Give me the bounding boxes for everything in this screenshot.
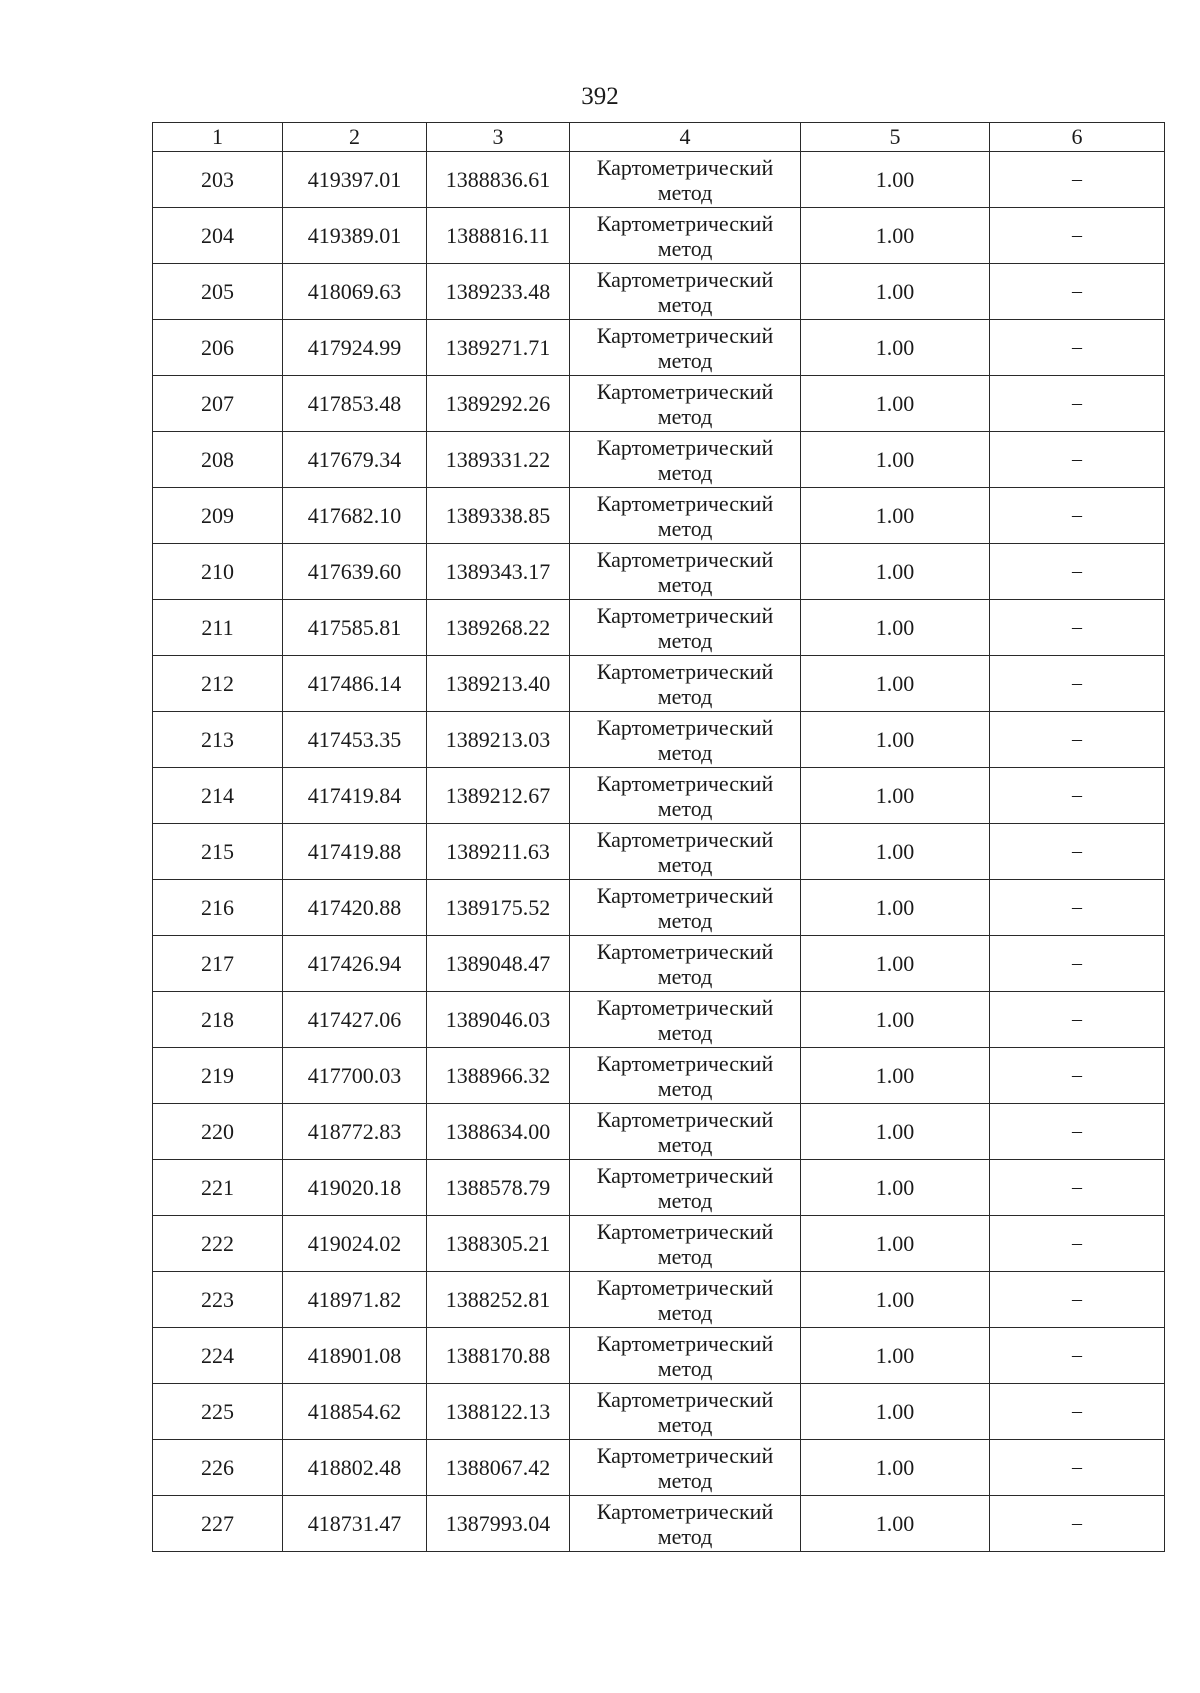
note-cell: –: [990, 152, 1165, 208]
x-coordinate-cell: 417700.03: [283, 1048, 427, 1104]
method-line-1: Картометрический: [596, 1330, 774, 1356]
method-line-1: Картометрический: [596, 1386, 774, 1412]
method-line-1: Картометрический: [596, 1106, 774, 1132]
note-cell: –: [990, 544, 1165, 600]
method-line-2: метод: [657, 795, 713, 821]
method-line-2: метод: [657, 179, 713, 205]
method-cell: [570, 600, 801, 656]
table-row: [153, 600, 1165, 656]
coordinates-table: [152, 122, 1165, 1552]
y-coordinate-cell: 1389046.03: [427, 992, 570, 1048]
accuracy-cell: 1.00: [801, 656, 990, 712]
x-coordinate-cell: 419389.01: [283, 208, 427, 264]
method-line-2: метод: [657, 1131, 713, 1157]
y-coordinate-cell: 1388966.32: [427, 1048, 570, 1104]
table-row: [153, 208, 1165, 264]
x-coordinate-cell: 418854.62: [283, 1384, 427, 1440]
y-coordinate-cell: 1388578.79: [427, 1160, 570, 1216]
method-line-2: метод: [657, 907, 713, 933]
column-header-1: 1: [153, 123, 283, 152]
y-coordinate-cell: 1389343.17: [427, 544, 570, 600]
method-line-2: метод: [657, 291, 713, 317]
y-coordinate-cell: 1389048.47: [427, 936, 570, 992]
method-line-2: метод: [657, 1243, 713, 1269]
method-cell: [570, 824, 801, 880]
point-number-cell: 225: [153, 1384, 283, 1440]
point-number-cell: 218: [153, 992, 283, 1048]
note-cell: –: [990, 208, 1165, 264]
table-row: [153, 768, 1165, 824]
method-line-2: метод: [657, 1523, 713, 1549]
point-number-cell: 223: [153, 1272, 283, 1328]
method-cell: [570, 768, 801, 824]
note-cell: –: [990, 880, 1165, 936]
method-cell: [570, 992, 801, 1048]
accuracy-cell: 1.00: [801, 1328, 990, 1384]
method-line-2: метод: [657, 963, 713, 989]
page-number: 392: [581, 83, 619, 110]
x-coordinate-cell: 418772.83: [283, 1104, 427, 1160]
table-row: [153, 880, 1165, 936]
accuracy-cell: 1.00: [801, 992, 990, 1048]
y-coordinate-cell: 1389271.71: [427, 320, 570, 376]
point-number-cell: 219: [153, 1048, 283, 1104]
method-cell: [570, 1216, 801, 1272]
table-row: [153, 1160, 1165, 1216]
x-coordinate-cell: 417682.10: [283, 488, 427, 544]
accuracy-cell: 1.00: [801, 1440, 990, 1496]
note-cell: –: [990, 432, 1165, 488]
x-coordinate-cell: 417426.94: [283, 936, 427, 992]
y-coordinate-cell: 1388816.11: [427, 208, 570, 264]
accuracy-cell: 1.00: [801, 1160, 990, 1216]
note-cell: –: [990, 1384, 1165, 1440]
method-line-1: Картометрический: [596, 1050, 774, 1076]
y-coordinate-cell: 1389292.26: [427, 376, 570, 432]
point-number-cell: 220: [153, 1104, 283, 1160]
method-line-2: метод: [657, 403, 713, 429]
point-number-cell: 222: [153, 1216, 283, 1272]
note-cell: –: [990, 992, 1165, 1048]
note-cell: –: [990, 600, 1165, 656]
method-cell: [570, 1048, 801, 1104]
y-coordinate-cell: 1389211.63: [427, 824, 570, 880]
method-line-2: метод: [657, 627, 713, 653]
table-row: [153, 488, 1165, 544]
x-coordinate-cell: 417419.88: [283, 824, 427, 880]
accuracy-cell: 1.00: [801, 432, 990, 488]
method-line-1: Картометрический: [596, 714, 774, 740]
table-row: [153, 152, 1165, 208]
method-line-1: Картометрический: [596, 770, 774, 796]
x-coordinate-cell: 418731.47: [283, 1496, 427, 1552]
method-line-1: Картометрический: [596, 1274, 774, 1300]
accuracy-cell: 1.00: [801, 488, 990, 544]
point-number-cell: 214: [153, 768, 283, 824]
accuracy-cell: 1.00: [801, 544, 990, 600]
point-number-cell: 209: [153, 488, 283, 544]
note-cell: –: [990, 768, 1165, 824]
table-row: [153, 1272, 1165, 1328]
x-coordinate-cell: 417639.60: [283, 544, 427, 600]
x-coordinate-cell: 417924.99: [283, 320, 427, 376]
accuracy-cell: 1.00: [801, 1272, 990, 1328]
method-cell: [570, 712, 801, 768]
y-coordinate-cell: 1389233.48: [427, 264, 570, 320]
accuracy-cell: 1.00: [801, 768, 990, 824]
table-row: [153, 1104, 1165, 1160]
method-line-1: Картометрический: [596, 210, 774, 236]
point-number-cell: 215: [153, 824, 283, 880]
point-number-cell: 203: [153, 152, 283, 208]
method-line-1: Картометрический: [596, 882, 774, 908]
y-coordinate-cell: 1388634.00: [427, 1104, 570, 1160]
method-line-2: метод: [657, 1299, 713, 1325]
y-coordinate-cell: 1389331.22: [427, 432, 570, 488]
x-coordinate-cell: 417585.81: [283, 600, 427, 656]
column-header-6: 6: [990, 123, 1165, 152]
method-cell: [570, 432, 801, 488]
method-line-1: Картометрический: [596, 546, 774, 572]
note-cell: –: [990, 1216, 1165, 1272]
method-line-2: метод: [657, 1075, 713, 1101]
table-row: [153, 320, 1165, 376]
y-coordinate-cell: 1388305.21: [427, 1216, 570, 1272]
y-coordinate-cell: 1389212.67: [427, 768, 570, 824]
x-coordinate-cell: 419024.02: [283, 1216, 427, 1272]
method-cell: [570, 1440, 801, 1496]
note-cell: –: [990, 656, 1165, 712]
accuracy-cell: 1.00: [801, 264, 990, 320]
method-line-1: Картометрический: [596, 1498, 774, 1524]
y-coordinate-cell: 1389268.22: [427, 600, 570, 656]
x-coordinate-cell: 419020.18: [283, 1160, 427, 1216]
table-body: [153, 152, 1165, 1552]
point-number-cell: 226: [153, 1440, 283, 1496]
point-number-cell: 212: [153, 656, 283, 712]
method-line-1: Картометрический: [596, 378, 774, 404]
note-cell: –: [990, 1048, 1165, 1104]
note-cell: –: [990, 824, 1165, 880]
accuracy-cell: 1.00: [801, 824, 990, 880]
method-line-2: метод: [657, 571, 713, 597]
y-coordinate-cell: 1389213.03: [427, 712, 570, 768]
accuracy-cell: 1.00: [801, 1384, 990, 1440]
x-coordinate-cell: 417420.88: [283, 880, 427, 936]
method-line-1: Картометрический: [596, 266, 774, 292]
method-line-1: Картометрический: [596, 994, 774, 1020]
method-line-1: Картометрический: [596, 1218, 774, 1244]
method-cell: [570, 152, 801, 208]
method-line-1: Картометрический: [596, 322, 774, 348]
column-header-4: 4: [570, 123, 801, 152]
y-coordinate-cell: 1388836.61: [427, 152, 570, 208]
method-line-2: метод: [657, 1411, 713, 1437]
table-row: [153, 376, 1165, 432]
method-cell: [570, 320, 801, 376]
column-header-2: 2: [283, 123, 427, 152]
method-cell: [570, 264, 801, 320]
accuracy-cell: 1.00: [801, 1496, 990, 1552]
method-line-2: метод: [657, 235, 713, 261]
note-cell: –: [990, 320, 1165, 376]
method-cell: [570, 544, 801, 600]
table-row: [153, 432, 1165, 488]
point-number-cell: 221: [153, 1160, 283, 1216]
point-number-cell: 208: [153, 432, 283, 488]
point-number-cell: 217: [153, 936, 283, 992]
accuracy-cell: 1.00: [801, 152, 990, 208]
column-header-5: 5: [801, 123, 990, 152]
point-number-cell: 210: [153, 544, 283, 600]
point-number-cell: 227: [153, 1496, 283, 1552]
y-coordinate-cell: 1388122.13: [427, 1384, 570, 1440]
method-line-1: Картометрический: [596, 658, 774, 684]
method-line-2: метод: [657, 459, 713, 485]
method-cell: [570, 1496, 801, 1552]
y-coordinate-cell: 1388170.88: [427, 1328, 570, 1384]
accuracy-cell: 1.00: [801, 880, 990, 936]
method-line-2: метод: [657, 739, 713, 765]
method-cell: [570, 208, 801, 264]
y-coordinate-cell: 1387993.04: [427, 1496, 570, 1552]
note-cell: –: [990, 1496, 1165, 1552]
method-line-2: метод: [657, 1019, 713, 1045]
method-line-2: метод: [657, 515, 713, 541]
method-cell: [570, 1272, 801, 1328]
note-cell: –: [990, 1160, 1165, 1216]
table-row: [153, 1384, 1165, 1440]
note-cell: –: [990, 264, 1165, 320]
accuracy-cell: 1.00: [801, 320, 990, 376]
method-line-2: метод: [657, 347, 713, 373]
note-cell: –: [990, 376, 1165, 432]
method-cell: [570, 1160, 801, 1216]
note-cell: –: [990, 488, 1165, 544]
method-cell: [570, 488, 801, 544]
method-line-1: Картометрический: [596, 434, 774, 460]
method-line-1: Картометрический: [596, 490, 774, 516]
method-line-1: Картометрический: [596, 938, 774, 964]
table-row: [153, 1440, 1165, 1496]
point-number-cell: 205: [153, 264, 283, 320]
method-cell: [570, 1104, 801, 1160]
x-coordinate-cell: 418971.82: [283, 1272, 427, 1328]
x-coordinate-cell: 417453.35: [283, 712, 427, 768]
point-number-cell: 216: [153, 880, 283, 936]
y-coordinate-cell: 1388067.42: [427, 1440, 570, 1496]
x-coordinate-cell: 417419.84: [283, 768, 427, 824]
method-line-1: Картометрический: [596, 1442, 774, 1468]
table-row: [153, 936, 1165, 992]
method-line-2: метод: [657, 1467, 713, 1493]
accuracy-cell: 1.00: [801, 712, 990, 768]
table-row: [153, 264, 1165, 320]
y-coordinate-cell: 1389175.52: [427, 880, 570, 936]
accuracy-cell: 1.00: [801, 1216, 990, 1272]
table-row: [153, 1328, 1165, 1384]
x-coordinate-cell: 418802.48: [283, 1440, 427, 1496]
table-row: [153, 544, 1165, 600]
point-number-cell: 204: [153, 208, 283, 264]
method-cell: [570, 656, 801, 712]
method-line-1: Картометрический: [596, 154, 774, 180]
point-number-cell: 207: [153, 376, 283, 432]
point-number-cell: 213: [153, 712, 283, 768]
table-row: [153, 1216, 1165, 1272]
accuracy-cell: 1.00: [801, 600, 990, 656]
method-cell: [570, 1328, 801, 1384]
accuracy-cell: 1.00: [801, 208, 990, 264]
x-coordinate-cell: 417427.06: [283, 992, 427, 1048]
point-number-cell: 211: [153, 600, 283, 656]
note-cell: –: [990, 1328, 1165, 1384]
table-row: [153, 992, 1165, 1048]
x-coordinate-cell: 417853.48: [283, 376, 427, 432]
accuracy-cell: 1.00: [801, 376, 990, 432]
method-line-2: метод: [657, 851, 713, 877]
method-cell: [570, 1384, 801, 1440]
accuracy-cell: 1.00: [801, 936, 990, 992]
table-row: [153, 824, 1165, 880]
method-line-1: Картометрический: [596, 826, 774, 852]
note-cell: –: [990, 1272, 1165, 1328]
note-cell: –: [990, 712, 1165, 768]
method-cell: [570, 936, 801, 992]
point-number-cell: 224: [153, 1328, 283, 1384]
table-row: [153, 1496, 1165, 1552]
table-row: [153, 656, 1165, 712]
y-coordinate-cell: 1389213.40: [427, 656, 570, 712]
table-row: [153, 1048, 1165, 1104]
x-coordinate-cell: 419397.01: [283, 152, 427, 208]
method-line-1: Картометрический: [596, 602, 774, 628]
y-coordinate-cell: 1389338.85: [427, 488, 570, 544]
point-number-cell: 206: [153, 320, 283, 376]
note-cell: –: [990, 1104, 1165, 1160]
method-line-1: Картометрический: [596, 1162, 774, 1188]
method-line-2: метод: [657, 1187, 713, 1213]
table-row: [153, 712, 1165, 768]
method-cell: [570, 880, 801, 936]
method-line-2: метод: [657, 683, 713, 709]
y-coordinate-cell: 1388252.81: [427, 1272, 570, 1328]
x-coordinate-cell: 417486.14: [283, 656, 427, 712]
table-header-row: [153, 123, 1165, 152]
x-coordinate-cell: 418901.08: [283, 1328, 427, 1384]
method-cell: [570, 376, 801, 432]
accuracy-cell: 1.00: [801, 1104, 990, 1160]
x-coordinate-cell: 418069.63: [283, 264, 427, 320]
note-cell: –: [990, 936, 1165, 992]
column-header-3: 3: [427, 123, 570, 152]
accuracy-cell: 1.00: [801, 1048, 990, 1104]
note-cell: –: [990, 1440, 1165, 1496]
x-coordinate-cell: 417679.34: [283, 432, 427, 488]
method-line-2: метод: [657, 1355, 713, 1381]
